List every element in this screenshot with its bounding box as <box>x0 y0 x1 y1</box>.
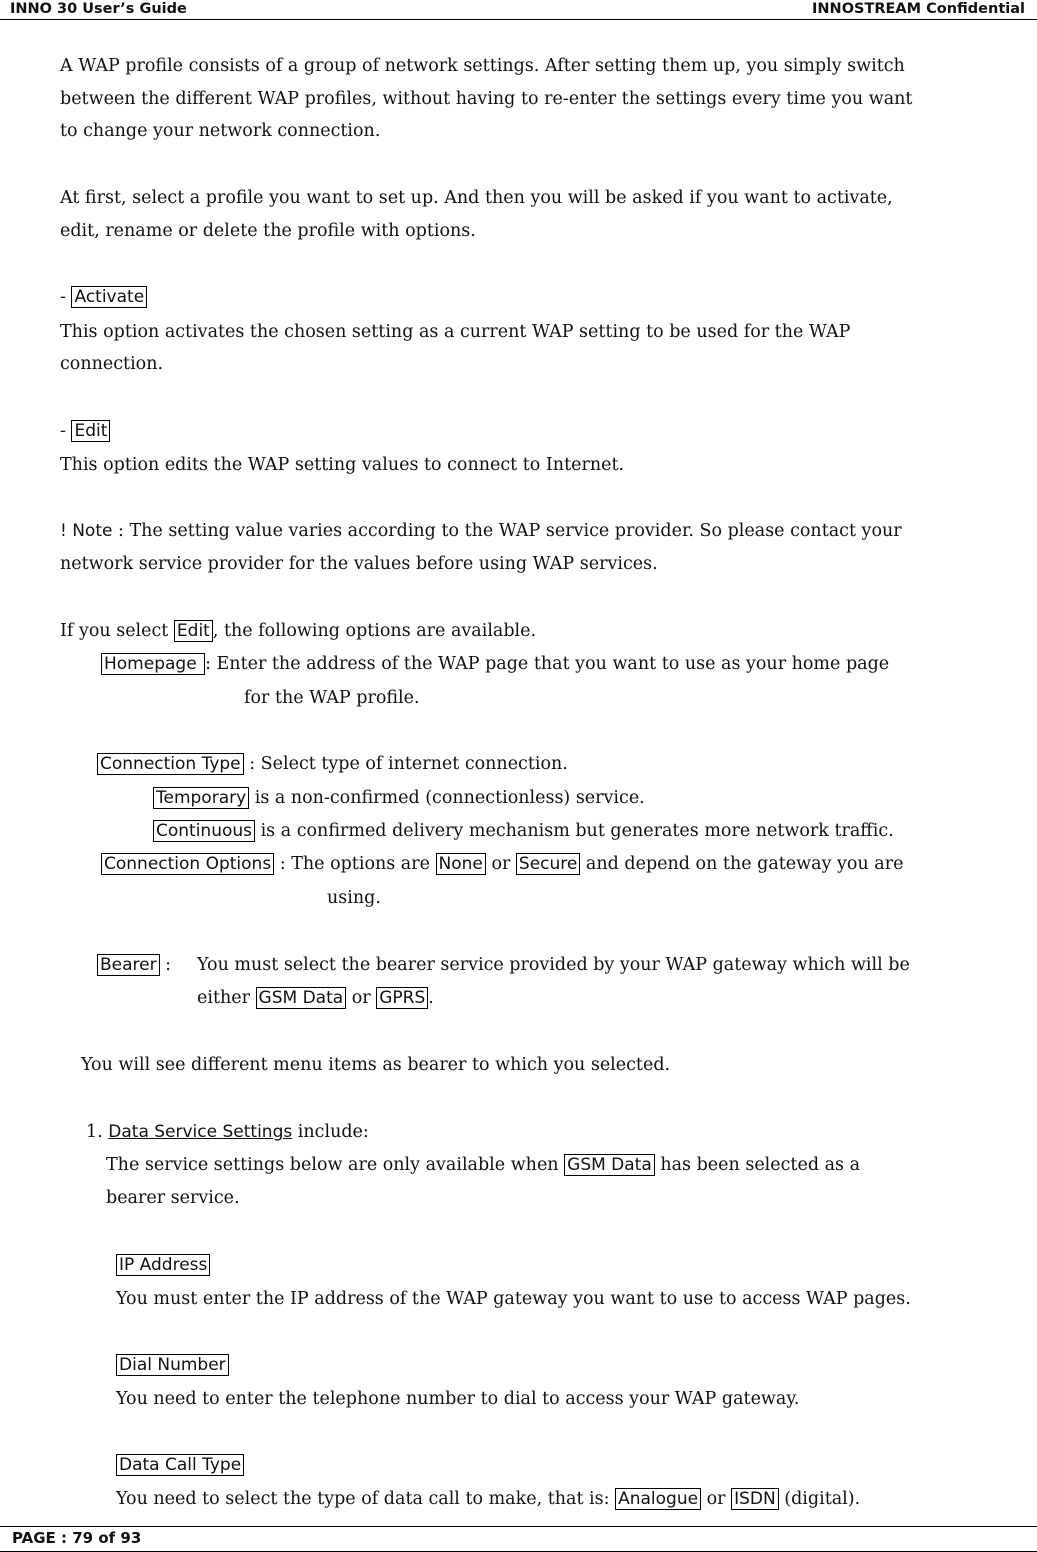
activate-label: Activate <box>71 286 147 308</box>
select-edit-label: Edit <box>174 620 213 642</box>
connection-type-text: : Select type of internet connection. <box>243 754 568 774</box>
page-number: PAGE : 79 of 93 <box>12 1529 142 1547</box>
homepage-text-1: : Enter the address of the WAP page that you want to use as your home page <box>205 654 890 674</box>
first-line-2: edit, rename or delete the profile with options. <box>60 221 476 241</box>
note-line-1 <box>60 519 902 543</box>
activate-dash: - <box>60 287 72 307</box>
connection-options-post: and depend on the gateway you are <box>580 854 904 874</box>
edit-dash: - <box>60 421 72 441</box>
homepage-label: Homepage <box>101 653 205 675</box>
intro-line-3: to change your network connection. <box>60 121 381 141</box>
bearer-gprs: GPRS <box>376 987 428 1009</box>
intro-line-1: A WAP profile consists of a group of network settings. After setting them up, you simply switch <box>60 56 905 76</box>
data-call-type-heading <box>116 1453 244 1477</box>
data-service-pre: The service settings below are only available when <box>106 1155 565 1175</box>
dial-number-text: You need to enter the telephone number to dial to access your WAP gateway. <box>116 1389 800 1409</box>
select-edit-pre: If you select <box>60 621 174 641</box>
menu-note: You will see different menu items as bearer to which you selected. <box>81 1055 671 1075</box>
bearer-gsm-data: GSM Data <box>256 987 347 1009</box>
data-service-gsm-data: GSM Data <box>564 1154 655 1176</box>
homepage-line-1 <box>101 652 889 676</box>
data-call-type-text <box>116 1487 860 1511</box>
bearer-line-2 <box>197 986 434 1010</box>
data-service-line-1 <box>106 1153 860 1177</box>
connection-options-label: Connection Options <box>101 853 274 875</box>
connection-options-line-2: using. <box>327 888 381 908</box>
bearer-label: Bearer <box>97 954 160 976</box>
note-line-2: network service provider for the values before using WAP services. <box>60 554 658 574</box>
connection-type-line <box>97 752 568 776</box>
select-edit-post: , the following options are available. <box>212 621 537 641</box>
bearer-colon: : <box>159 955 172 975</box>
data-service-line-2: bearer service. <box>106 1188 240 1208</box>
none-option: None <box>436 853 486 875</box>
data-service-post: has been selected as a <box>654 1155 860 1175</box>
note-label: ! Note <box>60 521 113 541</box>
select-edit-line <box>60 619 536 643</box>
header-guide-title: INNO 30 User’s Guide <box>10 1 187 17</box>
edit-label: Edit <box>71 420 110 442</box>
header-confidential: INNOSTREAM Confidential <box>812 1 1025 17</box>
dial-number-heading <box>116 1353 229 1377</box>
ip-address-label: IP Address <box>116 1254 210 1276</box>
bearer-or: or <box>346 988 377 1008</box>
data-service-label: Data Service Settings <box>108 1122 293 1142</box>
data-call-type-label: Data Call Type <box>116 1454 244 1476</box>
data-call-type-or: or <box>701 1489 732 1509</box>
continuous-text: is a confirmed delivery mechanism but generates more network traffic. <box>255 821 894 841</box>
connection-options-line <box>101 852 903 876</box>
activate-heading <box>60 285 147 309</box>
first-line-1: At first, select a profile you want to set up. And then you will be asked if you want to activate, <box>60 188 893 208</box>
temporary-label: Temporary <box>153 787 249 809</box>
continuous-label: Continuous <box>153 820 255 842</box>
page-footer <box>0 1526 1037 1552</box>
activate-line-1: This option activates the chosen setting as a current WAP setting to be used for the WAP <box>60 322 851 342</box>
bearer-pre2: either <box>197 988 256 1008</box>
isdn-option: ISDN <box>731 1488 779 1510</box>
secure-option: Secure <box>516 853 580 875</box>
dial-number-label: Dial Number <box>116 1354 229 1376</box>
analogue-option: Analogue <box>615 1488 701 1510</box>
ip-address-heading <box>116 1253 210 1277</box>
connection-options-pre: : The options are <box>274 854 436 874</box>
edit-line-1: This option edits the WAP setting values to connect to Internet. <box>60 455 625 475</box>
bearer-line-1 <box>97 953 171 977</box>
connection-options-or: or <box>485 854 516 874</box>
edit-heading <box>60 419 110 443</box>
activate-line-2: connection. <box>60 354 164 374</box>
ip-address-text: You must enter the IP address of the WAP gateway you want to use to access WAP pages. <box>116 1289 911 1309</box>
connection-type-label: Connection Type <box>97 753 244 775</box>
bearer-text-1: You must select the bearer service provided by your WAP gateway which will be <box>197 955 910 975</box>
temporary-text: is a non-confirmed (connectionless) service. <box>249 788 645 808</box>
page-header <box>0 0 1037 20</box>
data-call-type-pre: You need to select the type of data call to make, that is: <box>116 1489 616 1509</box>
bearer-end: . <box>428 988 434 1008</box>
data-service-include: include: <box>292 1122 369 1142</box>
data-service-num: 1. <box>86 1122 109 1142</box>
data-call-type-post: (digital). <box>778 1489 861 1509</box>
temporary-line <box>153 786 645 810</box>
homepage-line-2: for the WAP profile. <box>244 688 420 708</box>
note-text-1: : The setting value varies according to the WAP service provider. So please contact your <box>112 521 902 541</box>
data-service-heading <box>86 1120 369 1144</box>
intro-line-2: between the different WAP profiles, without having to re-enter the settings every time you want <box>60 89 913 109</box>
continuous-line <box>153 819 894 843</box>
